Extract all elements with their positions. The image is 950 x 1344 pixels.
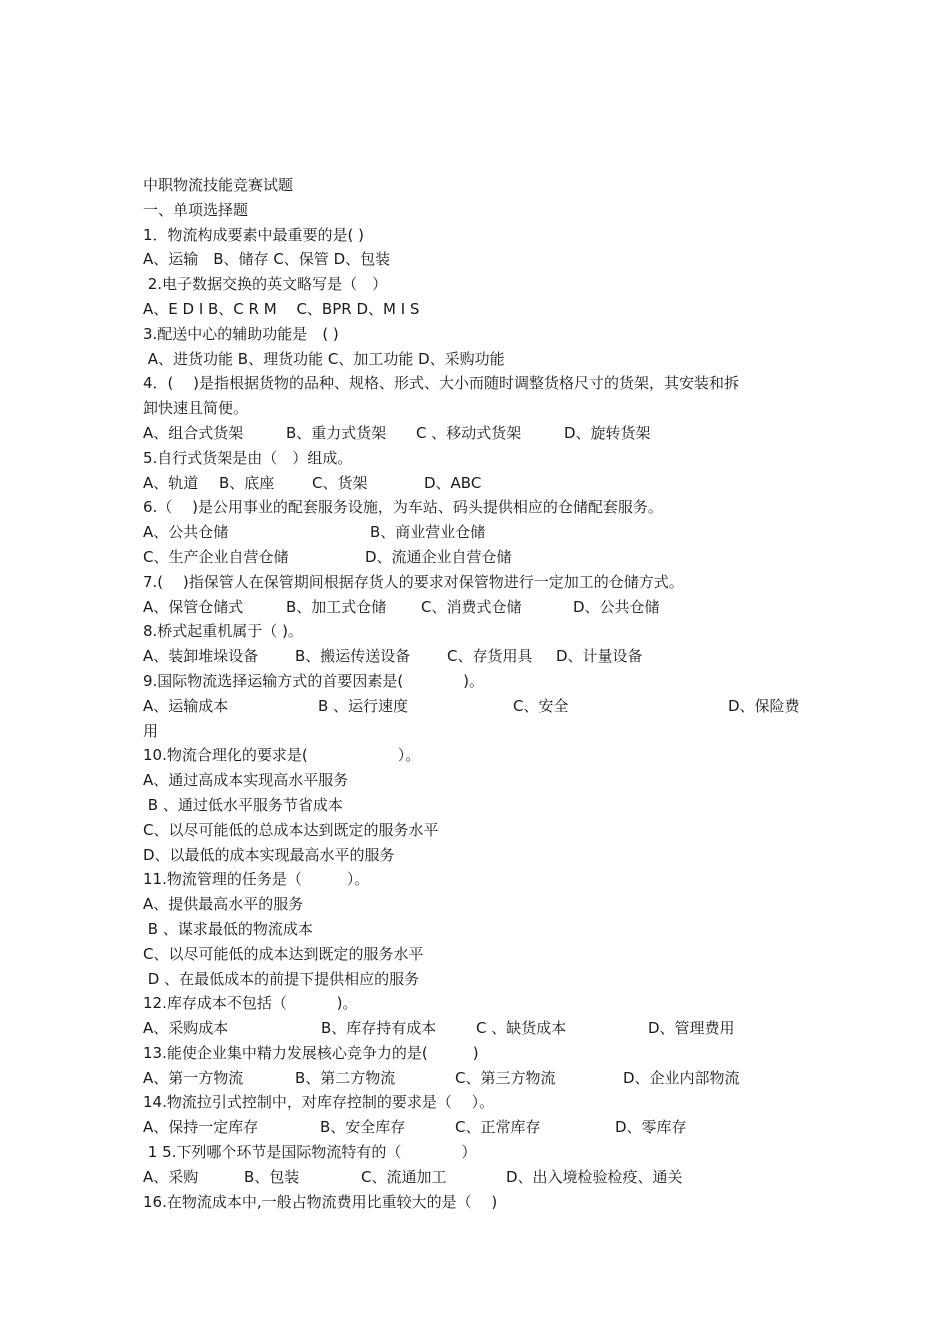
- question-1: 1．物流构成要素中最重要的是( ): [143, 225, 365, 244]
- question-16: 16.在物流成本中,一般占物流费用比重较大的是（ ): [143, 1192, 498, 1211]
- question-2: 2.电子数据交换的英文略写是（ ）: [143, 275, 388, 294]
- question-6-options-row2: [143, 545, 813, 570]
- question-11-option-a: A、提供最高水平的服务: [143, 895, 304, 914]
- document-body: [143, 173, 813, 1214]
- question-9: 9.国际物流选择运输方式的首要因素是( )。: [143, 671, 485, 690]
- option-a: A、第一方物流: [143, 1068, 244, 1087]
- option-a: A、装卸堆垛设备: [143, 647, 259, 666]
- option-b: B、重力式货架: [286, 423, 387, 442]
- question-7-options: [143, 595, 813, 620]
- question-4-options: [143, 421, 813, 446]
- option-b: B、包装: [244, 1167, 300, 1186]
- option-c: C、安全: [513, 696, 569, 715]
- question-5: 5.自行式货架是由（ ）组成。: [143, 448, 353, 467]
- option-a: A、运输成本: [143, 696, 229, 715]
- question-6: 6.（ )是公用事业的配套服务设施，为车站、码头提供相应的仓储配套服务。: [143, 498, 663, 517]
- question-11-option-d: D 、在最低成本的前提下提供相应的服务: [143, 969, 420, 988]
- question-12: 12.库存成本不包括（ )。: [143, 994, 358, 1013]
- question-12-options: [143, 1016, 813, 1041]
- option-a: A、组合式货架: [143, 423, 244, 442]
- question-7: 7.( )指保管人在保管期间根据存货人的要求对保管物进行一定加工的仓储方式。: [143, 572, 684, 591]
- option-d: D、ABC: [424, 473, 482, 492]
- option-b: B、底座: [219, 473, 275, 492]
- option-c: C、第三方物流: [455, 1068, 556, 1087]
- question-8-options: [143, 644, 813, 669]
- question-9-options-continued: 用: [143, 721, 159, 740]
- option-a: A、采购: [143, 1167, 199, 1186]
- option-d: D、公共仓储: [573, 597, 660, 616]
- option-a: A、轨道: [143, 473, 199, 492]
- question-6-options-row1: [143, 520, 813, 545]
- question-4: 4．( )是指根据货物的品种、规格、形式、大小而随时调整货格尺寸的货架，其安装和拆: [143, 374, 740, 393]
- section-heading: 一、单项选择题: [143, 200, 249, 219]
- question-10-option-a: A、通过高成本实现高水平服务: [143, 771, 349, 790]
- question-14-options: [143, 1115, 813, 1140]
- question-11: 11.物流管理的任务是（ ）。: [143, 870, 370, 889]
- option-d: D、企业内部物流: [623, 1068, 740, 1087]
- option-b: B、库存持有成本: [321, 1019, 437, 1038]
- option-d: D、计量设备: [556, 647, 643, 666]
- question-10: 10.物流合理化的要求是( ）。: [143, 746, 421, 765]
- question-11-option-b: B 、谋求最低的物流成本: [143, 919, 313, 938]
- option-b: B 、运行速度: [318, 696, 409, 715]
- document-title: 中职物流技能竞赛试题: [143, 176, 294, 194]
- option-a: A、保持一定库存: [143, 1118, 259, 1137]
- question-5-options: [143, 471, 813, 496]
- option-c: C、正常库存: [455, 1118, 541, 1137]
- question-15: 1 5.下列哪个环节是国际物流特有的（ ）: [143, 1143, 477, 1162]
- question-4-continued: 卸快速且简便。: [143, 399, 249, 418]
- question-8: 8.桥式起重机属于（ )。: [143, 622, 303, 641]
- option-b: B、安全库存: [320, 1118, 406, 1137]
- question-3-options: A、进货功能 B、理货功能 C、加工功能 D、采购功能: [143, 349, 505, 368]
- option-c: C 、移动式货架: [416, 423, 522, 442]
- option-a: A、采购成本: [143, 1019, 229, 1038]
- option-d: D、管理费用: [648, 1019, 735, 1038]
- option-c: C 、缺货成本: [476, 1019, 567, 1038]
- option-d: D、保险费: [728, 696, 800, 715]
- option-c: C、消费式仓储: [421, 597, 522, 616]
- question-9-options: [143, 694, 813, 719]
- option-c: C、生产企业自营仓储: [143, 547, 289, 566]
- option-d: D、流通企业自营仓储: [365, 547, 512, 566]
- option-d: D、旋转货架: [564, 423, 651, 442]
- question-13-options: [143, 1066, 813, 1091]
- option-d: D、出入境检验检疫、通关: [506, 1167, 683, 1186]
- question-10-option-c: C、以尽可能低的总成本达到既定的服务水平: [143, 820, 439, 839]
- option-b: B、搬运传送设备: [295, 647, 411, 666]
- option-b: B、加工式仓储: [286, 597, 387, 616]
- question-2-options: A、E D I B、C R M C、BPR D、M I S: [143, 299, 420, 318]
- question-14: 14.物流拉引式控制中，对库存控制的要求是（ ）。: [143, 1093, 495, 1112]
- option-c: C、流通加工: [361, 1167, 447, 1186]
- option-c: C、存货用具: [447, 647, 533, 666]
- option-a: A、保管仓储式: [143, 597, 244, 616]
- question-13: 13.能使企业集中精力发展核心竞争力的是( ): [143, 1043, 479, 1062]
- option-b: B、商业营业仓储: [370, 523, 486, 542]
- question-10-option-d: D、以最低的成本实现最高水平的服务: [143, 845, 395, 864]
- question-10-option-b: B 、通过低水平服务节省成本: [143, 795, 343, 814]
- question-11-option-c: C、以尽可能低的成本达到既定的服务水平: [143, 944, 424, 963]
- question-15-options: [143, 1165, 813, 1190]
- option-a: A、公共仓储: [143, 523, 229, 542]
- option-b: B、第二方物流: [295, 1068, 396, 1087]
- option-d: D、零库存: [615, 1118, 687, 1137]
- question-3: 3.配送中心的辅助功能是 ( ): [143, 324, 339, 343]
- question-1-options: A、运输 B、储存 C、保管 D、包装: [143, 250, 391, 269]
- option-c: C、货架: [312, 473, 368, 492]
